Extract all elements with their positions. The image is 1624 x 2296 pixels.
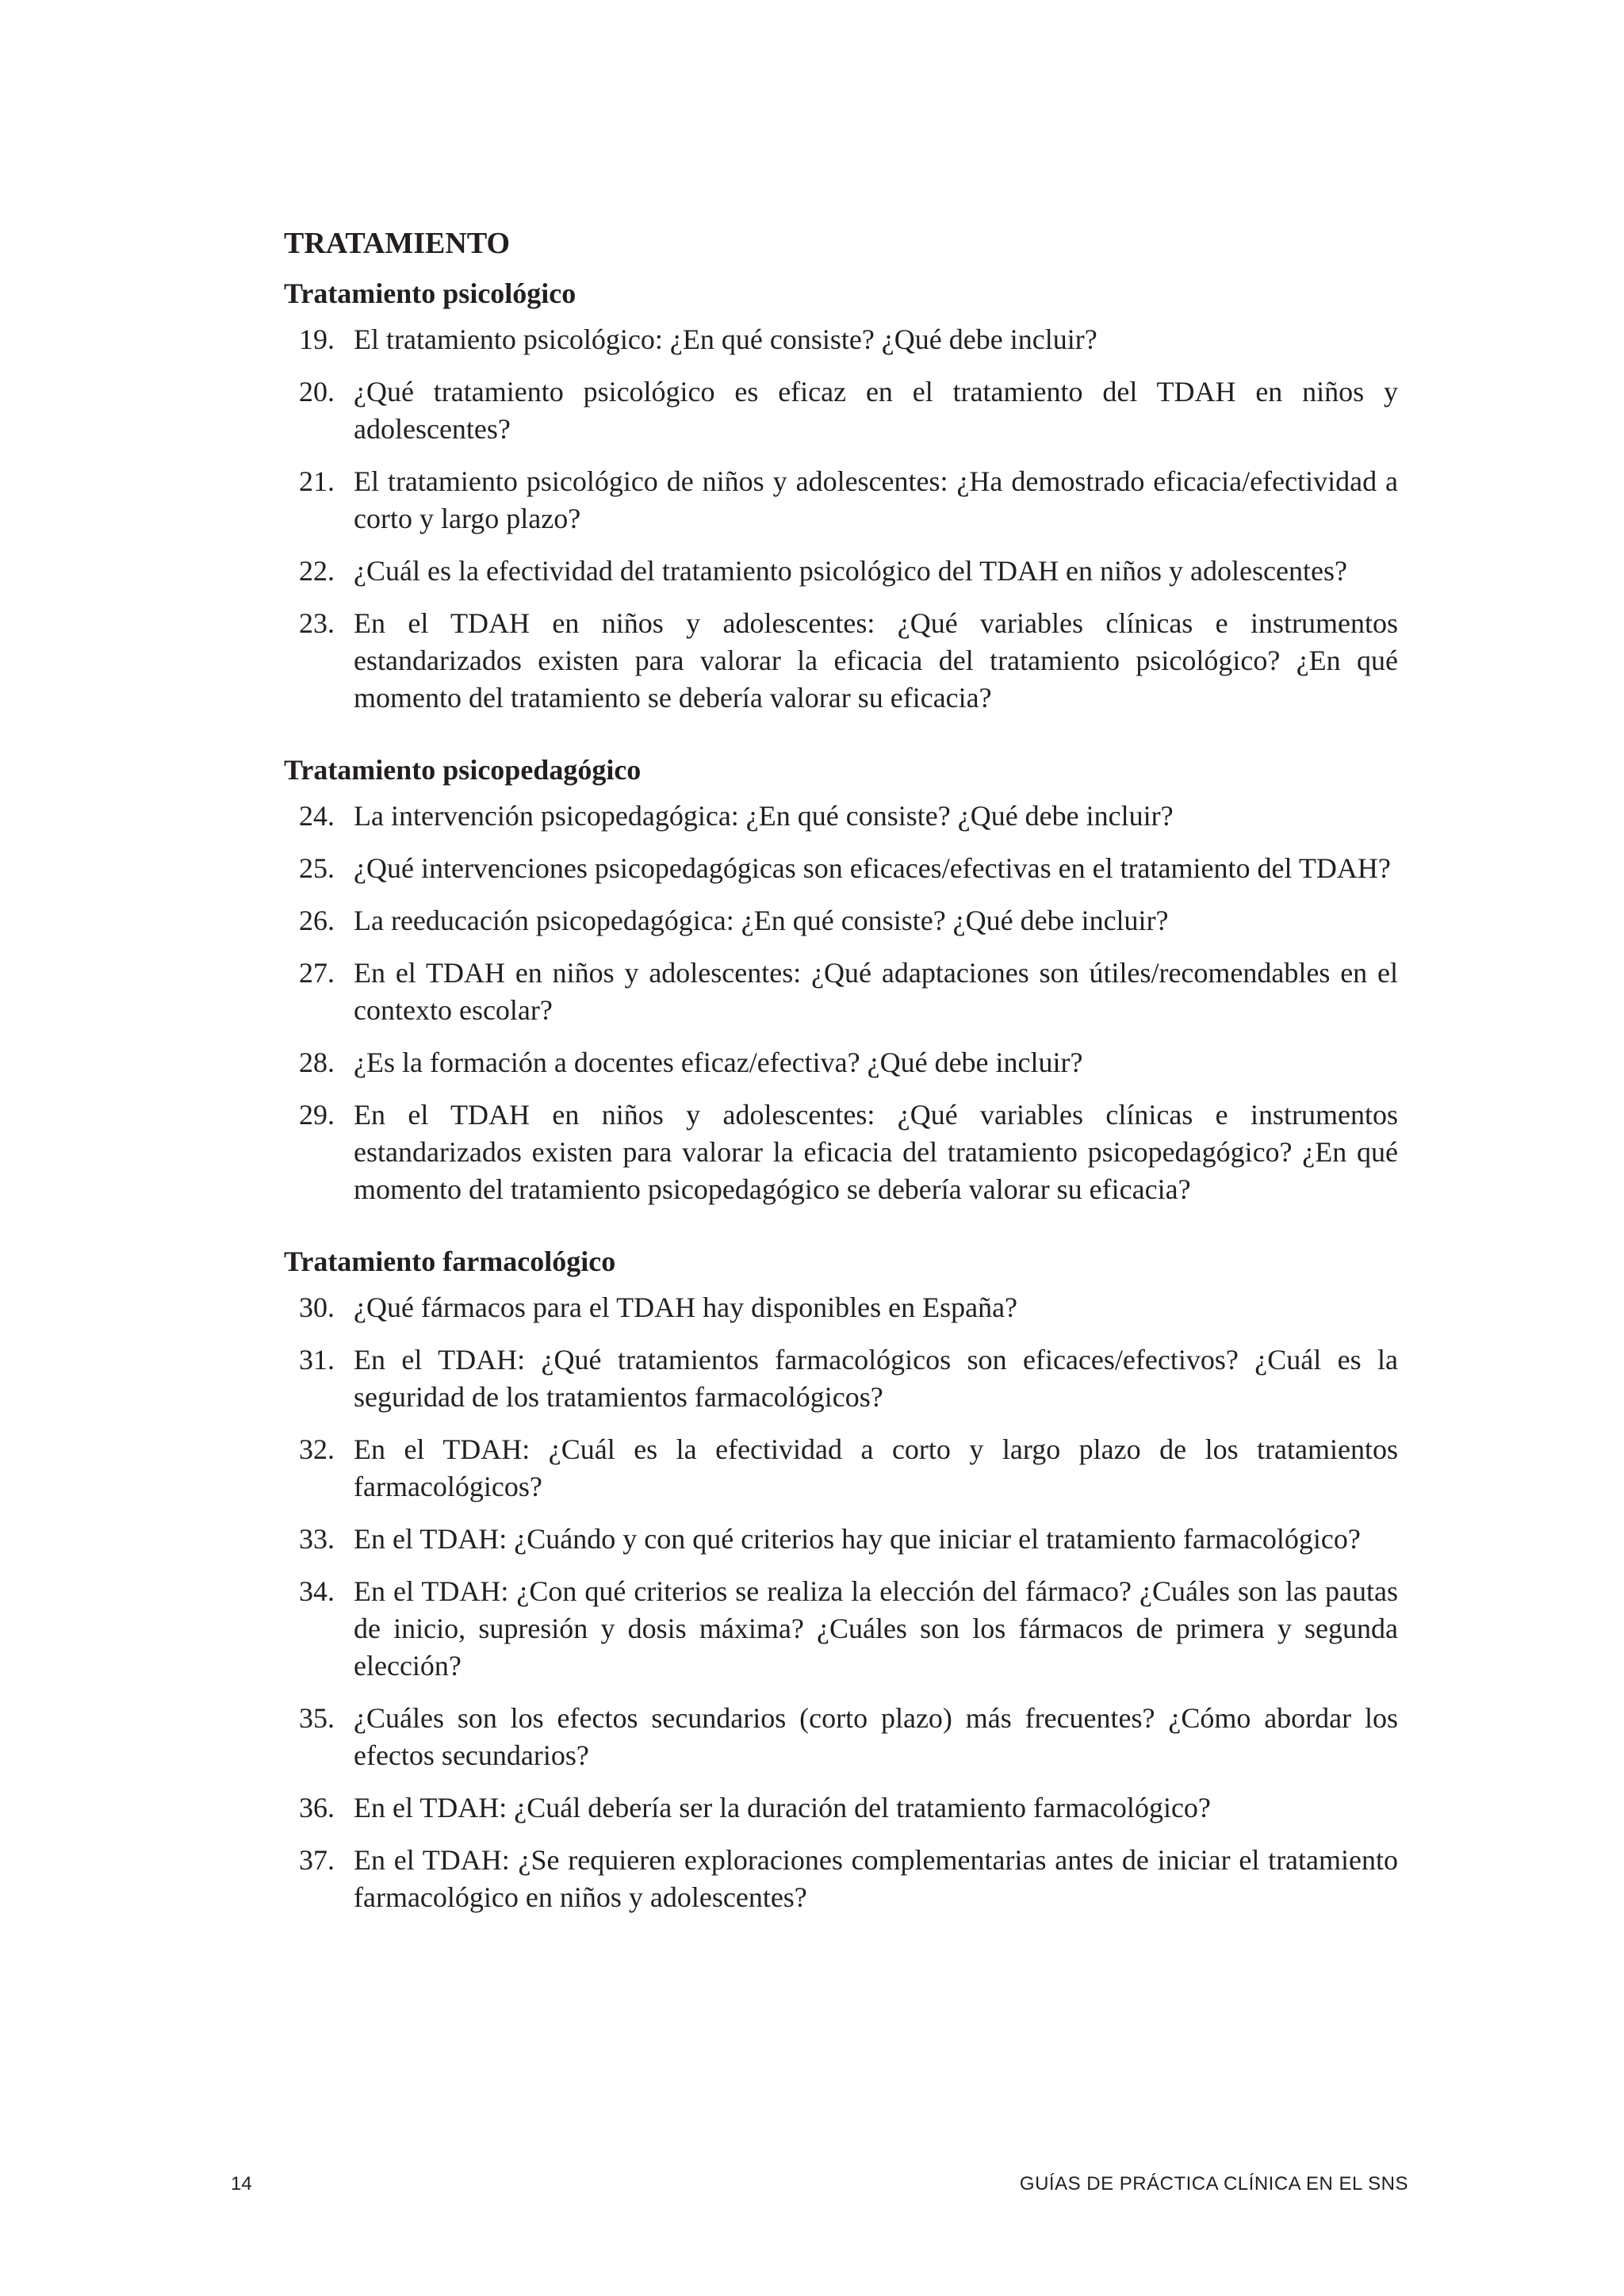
- question-number: 33.: [299, 1523, 335, 1555]
- question-text: El tratamiento psicológico: ¿En qué consiste? ¿Qué debe incluir?: [354, 323, 1097, 355]
- question-text: En el TDAH: ¿Qué tratamientos farmacológicos son eficaces/efectivos? ¿Cuál es la seguridad de los tratamientos farmacológicos?: [354, 1344, 1398, 1413]
- question-text: ¿Cuál es la efectividad del tratamiento psicológico del TDAH en niños y adolescentes?: [354, 555, 1347, 587]
- question-number: 31.: [299, 1344, 335, 1376]
- question-number: 32.: [299, 1433, 335, 1465]
- question-text: ¿Es la formación a docentes eficaz/efectiva? ¿Qué debe incluir?: [354, 1047, 1083, 1078]
- question-text: En el TDAH: ¿Se requieren exploraciones complementarias antes de iniciar el tratamiento farmacológico en niños y adolescentes?: [354, 1844, 1398, 1913]
- question-number: 26.: [299, 905, 335, 936]
- question-number: 20.: [299, 376, 335, 408]
- question-item: [284, 850, 1398, 887]
- question-item: [284, 463, 1398, 538]
- question-item: [284, 553, 1398, 590]
- question-number: 19.: [299, 323, 335, 355]
- section-psicopedagogico: [284, 752, 1398, 1208]
- question-number: 35.: [299, 1702, 335, 1734]
- question-item: [284, 1341, 1398, 1416]
- question-text: En el TDAH: ¿Cuál debería ser la duración del tratamiento farmacológico?: [354, 1792, 1211, 1823]
- section-psicologico: [284, 275, 1398, 717]
- question-item: [284, 1700, 1398, 1774]
- question-text: En el TDAH: ¿Cuándo y con qué criterios hay que iniciar el tratamiento farmacológico?: [354, 1523, 1361, 1555]
- question-number: 28.: [299, 1047, 335, 1078]
- question-number: 23.: [299, 607, 335, 639]
- question-number: 27.: [299, 957, 335, 989]
- question-item: [284, 1289, 1398, 1326]
- question-text: En el TDAH: ¿Cuál es la efectividad a corto y largo plazo de los tratamientos farmacológicos?: [354, 1433, 1398, 1502]
- subsection-title: Tratamiento psicológico: [284, 277, 576, 309]
- question-text: En el TDAH: ¿Con qué criterios se realiza la elección del fármaco? ¿Cuáles son las pautas de inicio, supresión y dosis máxima? ¿Cuáles son los fármacos de primera y segunda elección?: [354, 1575, 1398, 1682]
- question-item: [284, 798, 1398, 835]
- question-number: 25.: [299, 852, 335, 884]
- question-item: [284, 1573, 1398, 1685]
- question-number: 21.: [299, 465, 335, 497]
- running-title: GUÍAS DE PRÁCTICA CLÍNICA EN EL SNS: [1019, 2173, 1408, 2195]
- question-number: 30.: [299, 1292, 335, 1323]
- question-item: [284, 1044, 1398, 1081]
- question-number: 24.: [299, 800, 335, 832]
- question-text: ¿Qué fármacos para el TDAH hay disponibles en España?: [354, 1292, 1018, 1323]
- question-text: La reeducación psicopedagógica: ¿En qué consiste? ¿Qué debe incluir?: [354, 905, 1169, 936]
- question-text: El tratamiento psicológico de niños y adolescentes: ¿Ha demostrado eficacia/efectividad a corto y largo plazo?: [354, 465, 1398, 534]
- question-item: [284, 1431, 1398, 1506]
- question-item: [284, 1096, 1398, 1208]
- question-item: [284, 1842, 1398, 1916]
- question-text: ¿Qué intervenciones psicopedagógicas son eficaces/efectivas en el tratamiento del TDAH?: [354, 852, 1391, 884]
- question-item: [284, 373, 1398, 448]
- question-text: La intervención psicopedagógica: ¿En qué consiste? ¿Qué debe incluir?: [354, 800, 1174, 832]
- question-number: 22.: [299, 555, 335, 587]
- question-text: ¿Qué tratamiento psicológico es eficaz en el tratamiento del TDAH en niños y adolescentes?: [354, 376, 1398, 445]
- page-number: 14: [231, 2173, 252, 2195]
- question-text: En el TDAH en niños y adolescentes: ¿Qué variables clínicas e instrumentos estandarizados existen para valorar la eficacia del tratamiento psicopedagógico? ¿En qué momento del tratamiento psicopedagógico se debería valorar su eficacia?: [354, 1099, 1398, 1205]
- question-item: [284, 1789, 1398, 1827]
- question-number: 36.: [299, 1792, 335, 1823]
- question-number: 34.: [299, 1575, 335, 1607]
- question-item: [284, 1521, 1398, 1558]
- question-text: En el TDAH en niños y adolescentes: ¿Qué variables clínicas e instrumentos estandarizados existen para valorar la eficacia del tratamiento psicológico? ¿En qué momento del tratamiento se debería valorar su eficacia?: [354, 607, 1398, 714]
- page-content: [284, 224, 1398, 1931]
- section-farmacologico: [284, 1243, 1398, 1916]
- question-item: [284, 902, 1398, 939]
- subsection-title: Tratamiento farmacológico: [284, 1246, 616, 1277]
- section-heading: TRATAMIENTO: [284, 227, 511, 260]
- question-item: [284, 321, 1398, 358]
- question-number: 37.: [299, 1844, 335, 1876]
- question-item: [284, 605, 1398, 717]
- question-item: [284, 955, 1398, 1029]
- question-text: En el TDAH en niños y adolescentes: ¿Qué adaptaciones son útiles/recomendables en el contexto escolar?: [354, 957, 1398, 1026]
- question-text: ¿Cuáles son los efectos secundarios (corto plazo) más frecuentes? ¿Cómo abordar los efectos secundarios?: [354, 1702, 1398, 1771]
- subsection-title: Tratamiento psicopedagógico: [284, 754, 642, 786]
- question-number: 29.: [299, 1099, 335, 1131]
